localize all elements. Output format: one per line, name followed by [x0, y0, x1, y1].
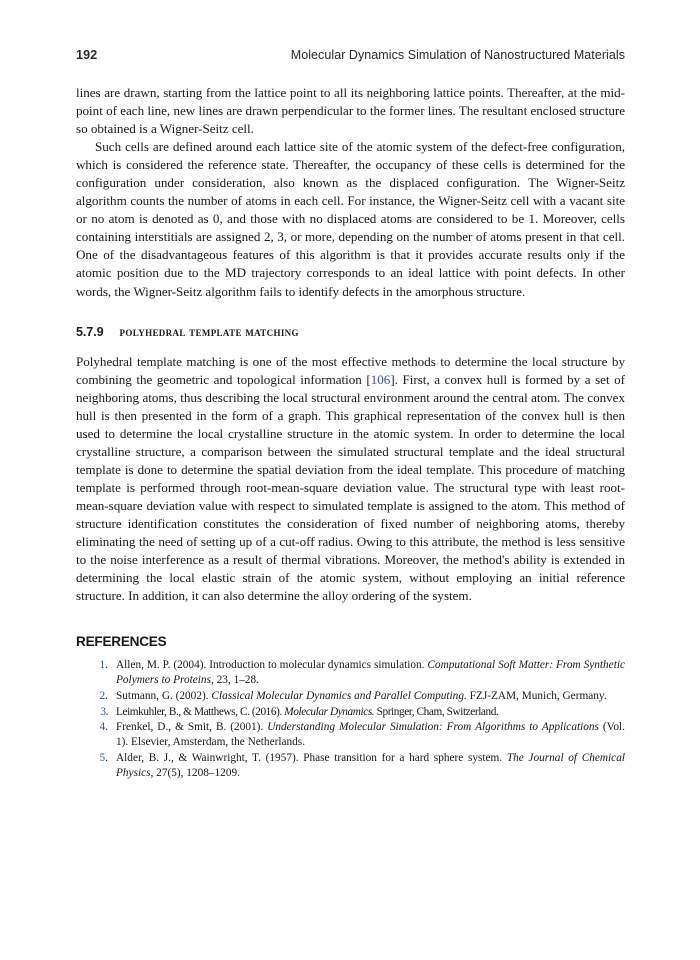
paragraph-text-after-citation: ]. First, a convex hull is formed by a set of neighboring atoms, thus describing the local structural environment around the central atom. The convex hull is then presented in the form of a graph. This graphical representation of the convex hull is then used to determine the local crystalline structure in the atomic system. In order to determine the local crystalline structure, a comparison between the simulated structural template and the ideal structural template is done to determine the spatial deviation from the ideal template. This procedure of matching template is performed through root-mean-square deviation value. The structural type with least root-mean-square deviation value with respect to simulated template is assigned to the atom. This method of structure identification constitutes the consideration of fixed number of neighboring atoms, thereby eliminating the need of setting up of a cut-off radius. Owing to this attribute, the method is less sensitive to the noise interference as a result of thermal vibrations. Moreover, the method's ability is extended in determining the local elastic strain of the atomic system, without employing an initial reference structure. In addition, it can also determine the alloy ordering of the system. — [76, 371, 625, 604]
reference-title-italic: Understanding Molecular Simulation: From Algorithms to Applications — [267, 721, 599, 734]
reference-title-italic: Molecular Dynamics. — [284, 705, 375, 718]
text-column — [76, 84, 625, 781]
section-number: 5.7.9 — [76, 324, 104, 339]
reference-text-part1: Frenkel, D., & Smit, B. (2001). — [116, 721, 268, 734]
reference-item — [92, 658, 625, 688]
running-head — [76, 48, 625, 62]
reference-text-part1: Leimkuhler, B., & Matthews, C. (2016). — [116, 705, 285, 718]
section-title: polyhedral template matching — [119, 324, 299, 339]
reference-number[interactable]: 4 . — [92, 720, 108, 735]
citation-link-106[interactable]: 106 — [370, 371, 391, 387]
section-heading — [76, 325, 625, 340]
reference-text-part2: , 27(5), 1208–1209. — [150, 766, 240, 779]
reference-text-part1: Sutmann, G. (2002). — [116, 689, 212, 702]
paragraph-text-before-citation: Polyhedral template matching is one of the most effective methods to determine the local structure by combining the geometric and topological information [ — [76, 353, 625, 387]
reference-number[interactable]: 2 . — [92, 689, 108, 704]
reference-text-part2: , 23, 1–28. — [210, 674, 259, 687]
reference-text-part1: Allen, M. P. (2004). Introduction to molecular dynamics simulation. — [116, 659, 428, 672]
reference-list — [92, 658, 625, 781]
page-number: 192 — [76, 48, 98, 62]
reference-text-part1: Alder, B. J., & Wainwright, T. (1957). Phase transition for a hard sphere system. — [116, 751, 507, 764]
reference-number[interactable]: 1 . — [92, 658, 108, 673]
paragraph-wigner-seitz: Such cells are defined around each lattice site of the atomic system of the defect-free configuration, which is considered the reference state. Thereafter, the occupancy of these cells is determined for the configuration under consideration, also known as the displaced configuration. The Wigner-Seitz algorithm counts the number of atoms in each cell. For instance, the Wigner-Seitz cell with a vacant site or no atom is denoted as 0, and those with no displaced atoms are considered to be 1. Moreover, cells containing interstitials are assigned 2, 3, or more, depending on the number of atoms present in that cell. One of the disadvantageous features of this algorithm is that it provides accurate results only if the atomic position due to the MD trajectory corresponds to an ideal lattice with point defects. In other words, the Wigner-Seitz algorithm fails to identify defects in the amorphous structure. — [76, 139, 625, 299]
reference-text-part2: (Vol. 1). Elsevier, Amsterdam, the Netherlands. — [116, 721, 625, 749]
reference-title-italic: Computational Soft Matter: From Synthetic Polymers to Proteins — [116, 659, 625, 687]
reference-number[interactable]: 3 . — [92, 705, 108, 720]
reference-item — [92, 689, 625, 704]
reference-text-part2: Springer, Cham, Switzerland. — [374, 705, 499, 718]
reference-item — [92, 751, 625, 781]
reference-title-italic: Classical Molecular Dynamics and Parallel Computing. — [211, 689, 467, 702]
reference-item — [92, 720, 625, 750]
reference-text-part2: FZJ-ZAM, Munich, Germany. — [466, 689, 607, 702]
paragraph-continuation: lines are drawn, starting from the lattice point to all its neighboring lattice points. Thereafter, at the mid-point of each line, new lines are drawn perpendicular to the former lines. The resultant enclosed structure so obtained is a Wigner-Seitz cell. — [76, 85, 625, 137]
reference-number[interactable]: 5 . — [92, 751, 108, 766]
running-head-title: Molecular Dynamics Simulation of Nanostructured Materials — [290, 48, 625, 62]
references-heading: REFERENCES — [76, 634, 167, 650]
paragraph-polyhedral-template-matching — [76, 353, 625, 606]
reference-item — [92, 705, 625, 720]
reference-title-italic: The Journal of Chemical Physics — [116, 751, 625, 779]
